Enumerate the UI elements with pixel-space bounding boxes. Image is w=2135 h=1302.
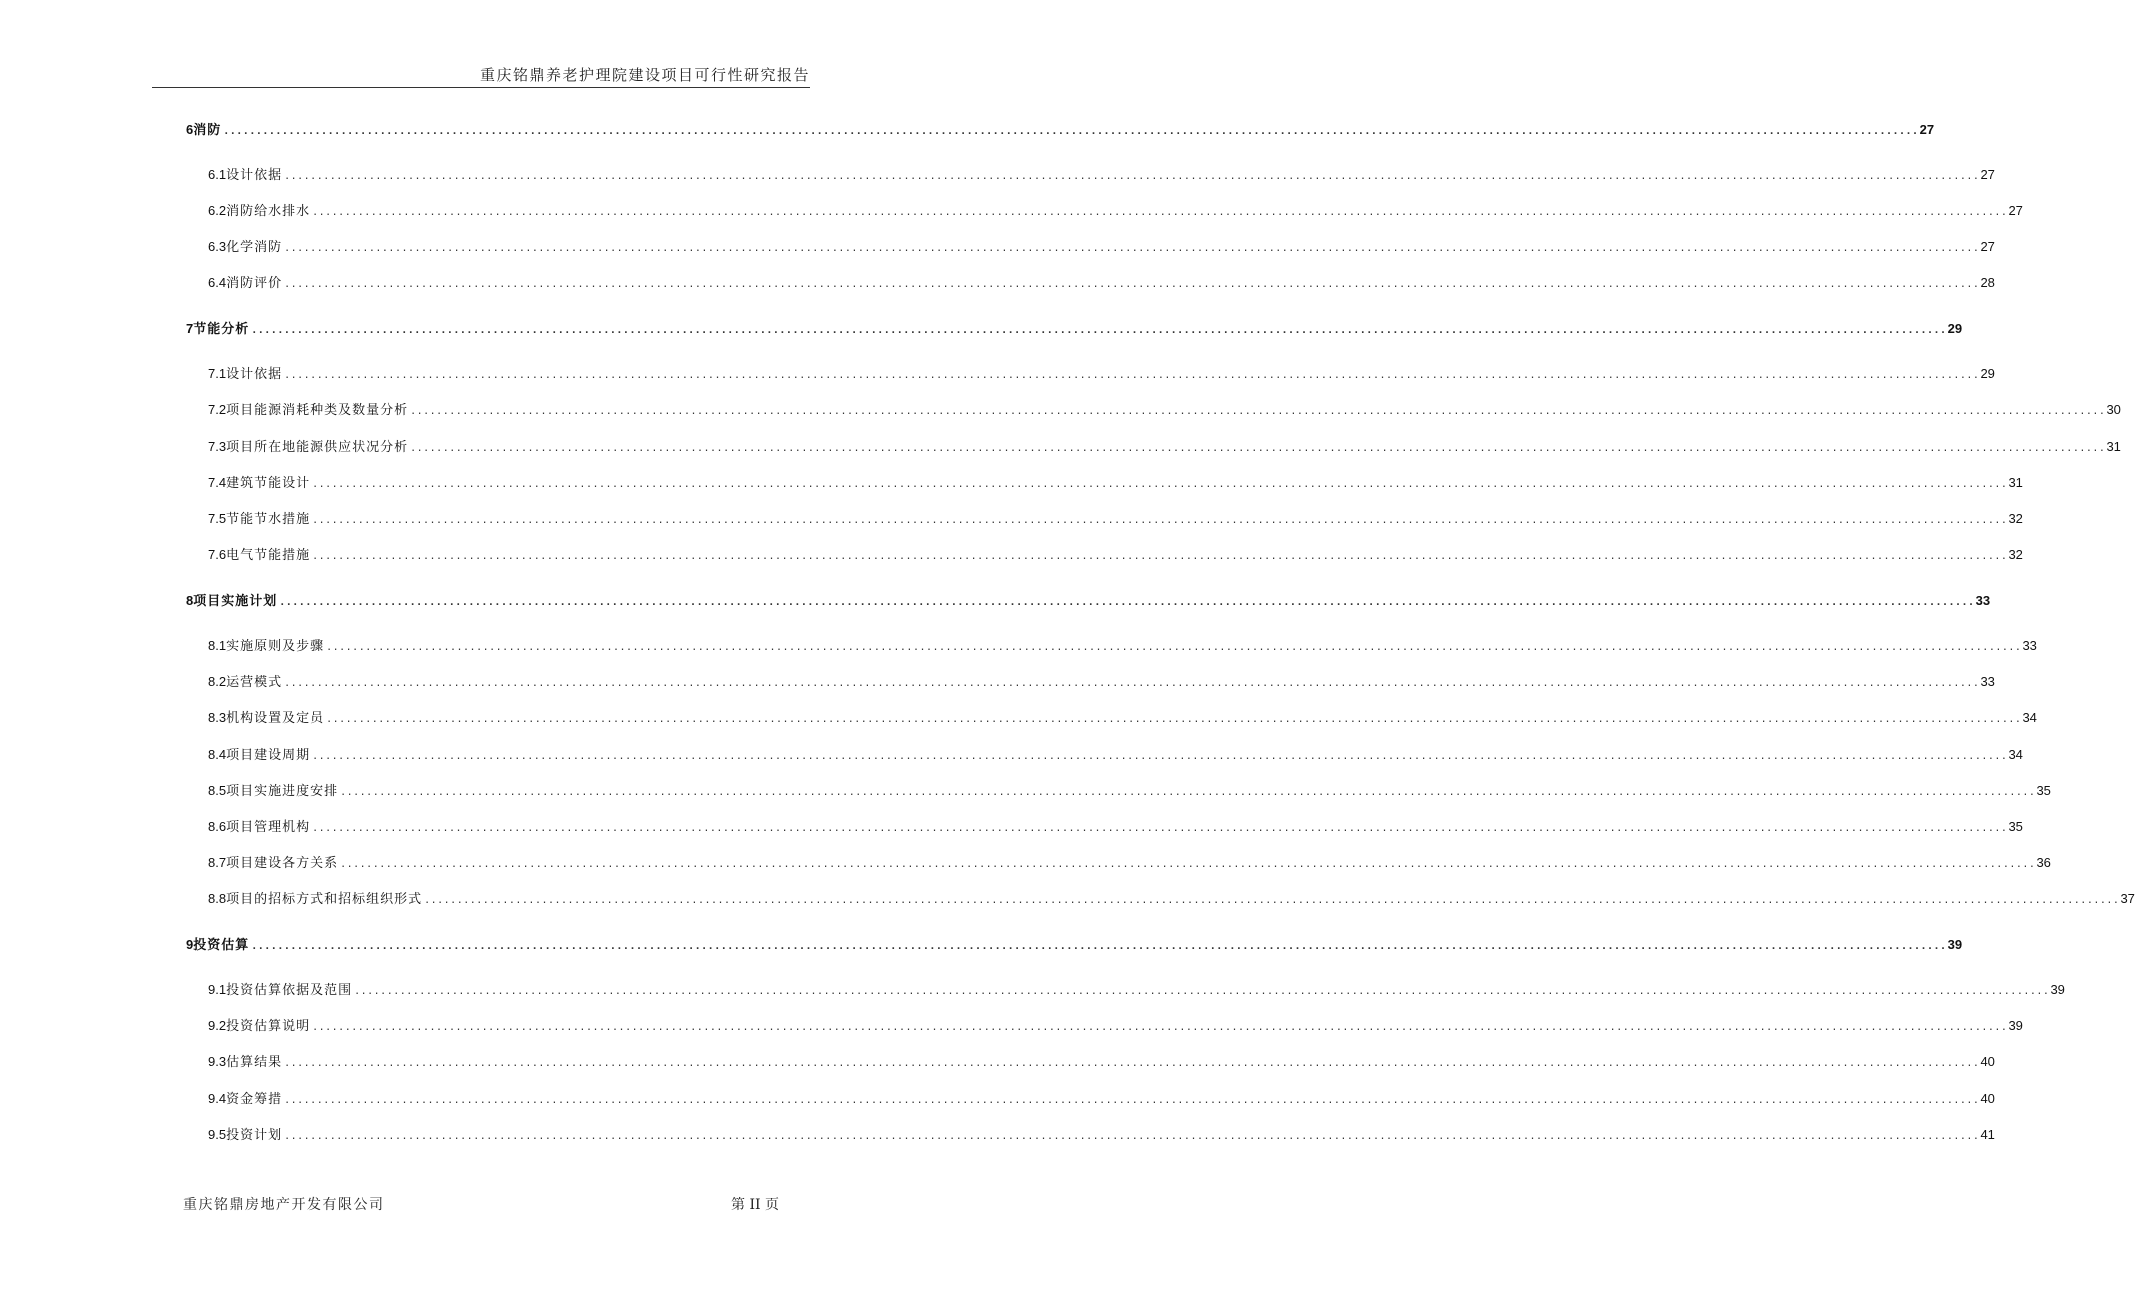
- toc-dot-leader: ....................................................................................................................................................................................................................................................................: [223, 126, 1919, 137]
- toc-dot-leader: ....................................................................................................................................................................................................................................................................: [279, 597, 1975, 608]
- toc-entry-page: 39: [2050, 982, 2065, 997]
- toc-entry-title: 运营模式: [226, 675, 283, 690]
- toc-entry-page: 29: [1947, 321, 1963, 336]
- toc-entry[interactable]: [208, 545, 2023, 565]
- toc-entry-page: 37: [2120, 891, 2135, 906]
- toc-entry-number: 7: [186, 321, 194, 336]
- toc-entry-title: 项目实施进度安排: [226, 784, 339, 799]
- toc-entry-title: 投资计划: [226, 1128, 283, 1143]
- toc-entry-title: 项目管理机构: [226, 820, 311, 835]
- toc-entry-number: 7.4: [208, 475, 227, 490]
- header-title: 重庆铭鼎养老护理院建设项目可行性研究报告: [479, 66, 810, 84]
- toc-entry-title: 设计依据: [226, 367, 283, 382]
- toc-entry[interactable]: [208, 473, 2023, 493]
- toc-dot-leader: ....................................................................................................................................................................................................................................................................: [251, 941, 1947, 952]
- toc-entry-title: 电气节能措施: [226, 548, 311, 563]
- toc-entry-number: 8.2: [208, 674, 227, 689]
- toc-entry[interactable]: [208, 201, 2023, 221]
- toc-entry-number: 8.4: [208, 747, 227, 762]
- toc-entry[interactable]: [208, 1052, 1995, 1072]
- header-divider: [152, 87, 810, 88]
- toc-entry[interactable]: [208, 237, 1995, 257]
- toc-dot-leader: ....................................................................................................................................................................................................................................................................: [424, 895, 2120, 906]
- toc-dot-leader: ....................................................................................................................................................................................................................................................................: [340, 787, 2036, 798]
- toc-entry-title: 项目的招标方式和招标组织形式: [226, 892, 423, 907]
- toc-entry[interactable]: [208, 437, 2121, 457]
- toc-entry-title: 资金筹措: [226, 1092, 283, 1107]
- toc-entry[interactable]: [186, 935, 1963, 955]
- toc-entry[interactable]: [208, 273, 1995, 293]
- toc-entry-page: 39: [1947, 937, 1963, 952]
- toc-entry-title: 消防给水排水: [226, 204, 311, 219]
- toc-dot-leader: ....................................................................................................................................................................................................................................................................: [312, 551, 2008, 562]
- toc-entry-title: 实施原则及步骤: [226, 639, 325, 654]
- toc-entry-title: 投资估算: [193, 938, 250, 953]
- toc-entry-page: 34: [2008, 747, 2023, 762]
- toc-dot-leader: ....................................................................................................................................................................................................................................................................: [284, 279, 1980, 290]
- toc-entry[interactable]: [208, 980, 2065, 1000]
- toc-entry-page: 28: [1980, 275, 1995, 290]
- toc-entry-title: 节能节水措施: [226, 512, 311, 527]
- toc-entry-number: 7.5: [208, 511, 227, 526]
- toc-entry-number: 9.4: [208, 1091, 227, 1106]
- toc-entry[interactable]: [208, 400, 2121, 420]
- toc-entry[interactable]: [208, 1089, 1995, 1109]
- toc-entry-page: 31: [2008, 475, 2023, 490]
- toc-entry-number: 6.2: [208, 203, 227, 218]
- toc-dot-leader: ....................................................................................................................................................................................................................................................................: [284, 1095, 1980, 1106]
- toc-entry[interactable]: [208, 636, 2037, 656]
- toc-entry-page: 33: [2022, 638, 2037, 653]
- toc-entry-number: 9: [186, 937, 194, 952]
- toc-entry[interactable]: [208, 1016, 2023, 1036]
- toc-dot-leader: ....................................................................................................................................................................................................................................................................: [410, 406, 2106, 417]
- toc-dot-leader: ....................................................................................................................................................................................................................................................................: [312, 1022, 2008, 1033]
- toc-entry-title: 消防: [193, 123, 222, 138]
- toc-entry-title: 机构设置及定员: [226, 711, 325, 726]
- toc-entry-page: 40: [1980, 1091, 1995, 1106]
- toc-dot-leader: ....................................................................................................................................................................................................................................................................: [284, 171, 1980, 182]
- toc-entry-title: 投资估算说明: [226, 1019, 311, 1034]
- toc-entry-page: 35: [2036, 783, 2051, 798]
- toc-entry-number: 6.3: [208, 239, 227, 254]
- toc-dot-leader: ....................................................................................................................................................................................................................................................................: [326, 714, 2022, 725]
- toc-entry-title: 节能分析: [193, 322, 250, 337]
- footer-company: 重庆铭鼎房地产开发有限公司: [183, 1197, 385, 1213]
- toc-entry-page: 33: [1975, 593, 1991, 608]
- toc-entry-number: 6.4: [208, 275, 227, 290]
- toc-entry-title: 消防评价: [226, 276, 283, 291]
- toc-entry[interactable]: [186, 120, 1935, 140]
- toc-entry[interactable]: [208, 853, 2051, 873]
- toc-dot-leader: ....................................................................................................................................................................................................................................................................: [312, 207, 2008, 218]
- toc-entry-title: 项目建设各方关系: [226, 856, 339, 871]
- toc-entry-title: 项目所在地能源供应状况分析: [226, 440, 409, 455]
- toc-entry-number: 8: [186, 593, 194, 608]
- toc-entry-page: 41: [1980, 1127, 1995, 1142]
- toc-entry-title: 项目实施计划: [193, 594, 278, 609]
- toc-entry[interactable]: [208, 708, 2037, 728]
- toc-entry-page: 32: [2008, 547, 2023, 562]
- toc-entry[interactable]: [186, 319, 1963, 339]
- toc-entry-number: 9.3: [208, 1054, 227, 1069]
- toc-entry-number: 9.1: [208, 982, 227, 997]
- footer-page-number: 第 II 页: [731, 1197, 779, 1213]
- toc-dot-leader: ....................................................................................................................................................................................................................................................................: [284, 1131, 1980, 1142]
- toc-dot-leader: ....................................................................................................................................................................................................................................................................: [251, 325, 1947, 336]
- toc-entry-page: 27: [2008, 203, 2023, 218]
- toc-entry-title: 估算结果: [226, 1055, 283, 1070]
- toc-entry-page: 36: [2036, 855, 2051, 870]
- toc-entry-number: 8.5: [208, 783, 227, 798]
- toc-dot-leader: ....................................................................................................................................................................................................................................................................: [326, 642, 2022, 653]
- toc-dot-leader: ....................................................................................................................................................................................................................................................................: [284, 1058, 1980, 1069]
- toc-entry-title: 建筑节能设计: [226, 476, 311, 491]
- toc-entry-title: 设计依据: [226, 168, 283, 183]
- toc-entry-number: 8.8: [208, 891, 227, 906]
- toc-dot-leader: ....................................................................................................................................................................................................................................................................: [410, 443, 2106, 454]
- toc-entry-number: 8.1: [208, 638, 227, 653]
- toc-entry-page: 33: [1980, 674, 1995, 689]
- toc-entry[interactable]: [208, 745, 2023, 765]
- toc-entry-number: 9.5: [208, 1127, 227, 1142]
- toc-entry-page: 32: [2008, 511, 2023, 526]
- toc-entry-title: 化学消防: [226, 240, 283, 255]
- toc-entry-page: 31: [2106, 439, 2121, 454]
- toc-entry-number: 7.6: [208, 547, 227, 562]
- toc-entry-page: 35: [2008, 819, 2023, 834]
- toc-entry-page: 34: [2022, 710, 2037, 725]
- toc-dot-leader: ....................................................................................................................................................................................................................................................................: [312, 479, 2008, 490]
- toc-entry-title: 项目建设周期: [226, 748, 311, 763]
- toc-entry-page: 40: [1980, 1054, 1995, 1069]
- toc-entry[interactable]: [186, 591, 1991, 611]
- toc-entry-number: 7.1: [208, 366, 227, 381]
- toc-dot-leader: ....................................................................................................................................................................................................................................................................: [312, 515, 2008, 526]
- toc-entry-number: 7.3: [208, 439, 227, 454]
- toc-entry[interactable]: [208, 781, 2051, 801]
- toc-entry-number: 8.6: [208, 819, 227, 834]
- toc-entry-number: 9.2: [208, 1018, 227, 1033]
- toc-entry[interactable]: [208, 672, 1995, 692]
- toc-entry-number: 6: [186, 122, 194, 137]
- toc-dot-leader: ....................................................................................................................................................................................................................................................................: [284, 370, 1980, 381]
- toc-entry-page: 30: [2106, 402, 2121, 417]
- toc-dot-leader: ....................................................................................................................................................................................................................................................................: [312, 823, 2008, 834]
- toc-entry-page: 29: [1980, 366, 1995, 381]
- toc-entry[interactable]: [208, 165, 1995, 185]
- toc-entry-title: 投资估算依据及范围: [226, 983, 353, 998]
- toc-entry-page: 39: [2008, 1018, 2023, 1033]
- toc-entry-number: 8.3: [208, 710, 227, 725]
- toc-entry-number: 6.1: [208, 167, 227, 182]
- toc-dot-leader: ....................................................................................................................................................................................................................................................................: [284, 243, 1980, 254]
- toc-entry[interactable]: [208, 889, 2135, 909]
- toc-entry-page: 27: [1980, 239, 1995, 254]
- toc-entry-number: 7.2: [208, 402, 227, 417]
- toc-entry[interactable]: [208, 364, 1995, 384]
- toc-dot-leader: ....................................................................................................................................................................................................................................................................: [354, 986, 2050, 997]
- toc-dot-leader: ....................................................................................................................................................................................................................................................................: [340, 859, 2036, 870]
- toc-entry-page: 27: [1919, 122, 1935, 137]
- toc-dot-leader: ....................................................................................................................................................................................................................................................................: [284, 678, 1980, 689]
- toc-entry[interactable]: [208, 1125, 1995, 1145]
- toc-entry-title: 项目能源消耗种类及数量分析: [226, 403, 409, 418]
- toc-entry-number: 8.7: [208, 855, 227, 870]
- toc-entry[interactable]: [208, 817, 2023, 837]
- toc-entry[interactable]: [208, 509, 2023, 529]
- toc-entry-page: 27: [1980, 167, 1995, 182]
- toc-dot-leader: ....................................................................................................................................................................................................................................................................: [312, 751, 2008, 762]
